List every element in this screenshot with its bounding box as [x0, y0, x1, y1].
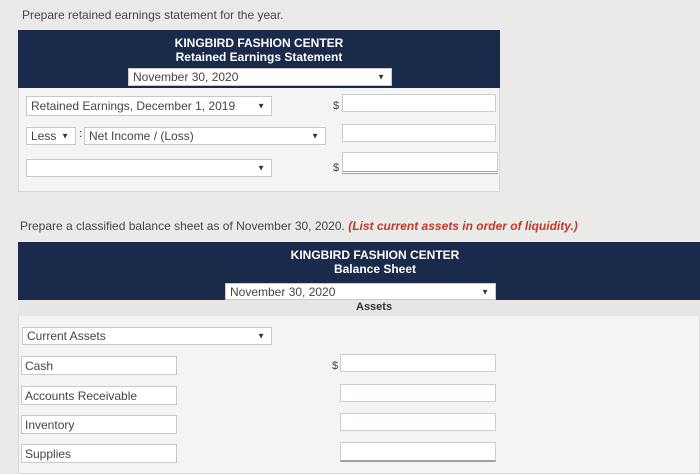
balance-date-dropdown[interactable]	[225, 283, 496, 300]
chevron-down-icon: ▼	[377, 72, 385, 82]
assets-heading: Assets	[356, 301, 393, 313]
ending-balance-amount-input[interactable]	[342, 152, 498, 174]
retained-earnings-label: Retained Earnings, December 1, 2019	[31, 99, 236, 113]
company-name: KINGBIRD FASHION CENTER	[290, 248, 460, 262]
asset-item-supplies[interactable]	[21, 444, 177, 463]
asset-item-label: Supplies	[25, 446, 72, 461]
instruction-note: (List current assets in order of liquidity.)	[348, 219, 578, 233]
current-assets-dropdown[interactable]	[22, 327, 272, 345]
supplies-amount-input[interactable]	[340, 442, 496, 462]
less-label: Less	[31, 129, 57, 143]
balance-date-value: November 30, 2020	[230, 284, 336, 299]
asset-item-label: Cash	[25, 358, 54, 373]
retained-earnings-instruction: Prepare retained earnings statement for the year.	[22, 8, 284, 22]
ending-balance-dropdown[interactable]	[26, 159, 272, 177]
retained-earnings-dropdown[interactable]	[26, 96, 272, 116]
chevron-down-icon: ▼	[257, 101, 265, 111]
statement-title: Retained Earnings Statement	[175, 50, 343, 64]
net-income-amount-input[interactable]	[342, 124, 496, 142]
balance-sheet-instruction	[20, 219, 578, 233]
retained-earnings-amount-input[interactable]	[342, 94, 496, 112]
instruction-main: Prepare a classified balance sheet as of November 30, 2020.	[20, 219, 349, 233]
chevron-down-icon: ▼	[481, 287, 489, 296]
asset-item-accounts-receivable[interactable]	[21, 386, 177, 405]
asset-item-label: Inventory	[25, 417, 75, 432]
company-name: KINGBIRD FASHION CENTER	[174, 36, 344, 50]
asset-item-inventory[interactable]	[21, 415, 177, 434]
dollar-sign: $	[333, 162, 340, 174]
dollar-sign: $	[333, 100, 340, 112]
statement-title: Balance Sheet	[333, 262, 417, 276]
asset-item-cash[interactable]	[21, 356, 177, 375]
statement-date-value: November 30, 2020	[133, 70, 239, 84]
statement-date-dropdown[interactable]	[128, 68, 392, 86]
accounts-receivable-amount-input[interactable]	[340, 384, 496, 402]
asset-item-label: Accounts Receivable	[25, 388, 138, 403]
current-assets-label: Current Assets	[27, 329, 106, 343]
net-income-label: Net Income / (Loss)	[89, 129, 194, 143]
colon-separator: :	[79, 128, 83, 140]
less-dropdown[interactable]	[26, 127, 76, 145]
chevron-down-icon: ▼	[61, 131, 69, 141]
chevron-down-icon: ▼	[257, 163, 265, 173]
cash-amount-input[interactable]	[340, 354, 496, 372]
dollar-sign: $	[332, 360, 339, 372]
net-income-dropdown[interactable]	[84, 127, 326, 145]
assets-heading-bar	[18, 300, 700, 316]
inventory-amount-input[interactable]	[340, 413, 496, 431]
chevron-down-icon: ▼	[311, 131, 319, 141]
chevron-down-icon: ▼	[257, 331, 265, 341]
